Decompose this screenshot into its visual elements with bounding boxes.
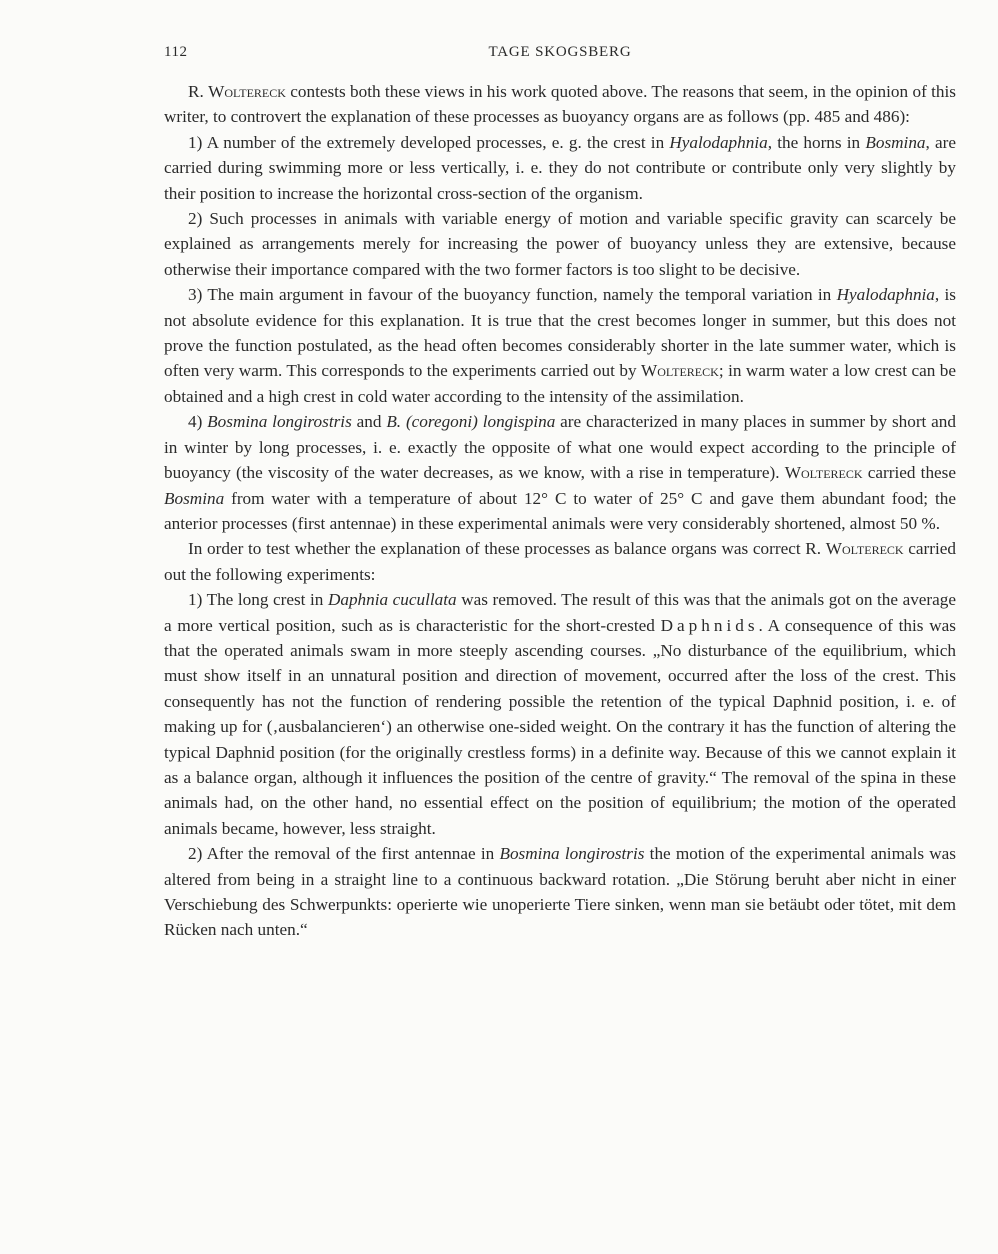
- text-run: 4): [188, 412, 208, 432]
- paragraph: [164, 282, 956, 409]
- paragraph: [164, 409, 956, 536]
- text-run: R.: [188, 82, 209, 101]
- author-name: Woltereck: [825, 539, 904, 559]
- italic-text: B. (coregoni) longispina: [386, 412, 556, 432]
- text-run: carried out the following experiments:: [164, 539, 956, 584]
- spaced-text: Daphnids: [660, 615, 759, 635]
- italic-text: Bosmina longirostris: [499, 844, 645, 864]
- italic-text: Bosmina: [164, 488, 225, 508]
- italic-text: Bosmina longirostris: [207, 412, 352, 432]
- paragraph: [164, 536, 956, 587]
- italic-text: Hyalodaphnia: [836, 285, 935, 305]
- text-run: ; in warm water a low crest can be obtained and a high crest in cold water according to the intensity of the assimilation.: [164, 361, 956, 406]
- text-run: 3) The main argument in favour of the buoyancy function, namely the temporal variation in: [188, 285, 837, 305]
- paragraph: [164, 130, 956, 206]
- text-run: the motion of the experimental animals was altered from being in a straight line to a continuous backward rotation. „Die Störung beruht aber nicht in einer Verschiebung des Schwerpunkts: operierte wie unoperierte Tiere sinken, wenn man sie betäubt oder tötet, mit dem Rücken nach unten.“: [164, 844, 956, 940]
- text-run: and: [351, 412, 387, 432]
- text-run: are characterized in many places in summer by short and in winter by long processes, i. e. exactly the opposite of what one would expect according to the principle of buoyancy (the viscosity of the water decreases, as we know, with a rise in temperature).: [164, 412, 956, 483]
- paragraph: [164, 587, 956, 841]
- paragraph: [164, 79, 956, 130]
- text-run: , the horns in: [767, 132, 866, 152]
- running-title: TAGE SKOGSBERG: [488, 44, 632, 60]
- page-number: 112: [164, 44, 188, 60]
- text-run: , is not absolute evidence for this explanation. It is true that the crest becomes longer in summer, but this does not prove the function postulated, as the head often becomes considerably shorter in the late summer water, which is often very warm. This corresponds to the experiments carried out by: [164, 285, 956, 381]
- text-run: 2) Such processes in animals with variable energy of motion and variable specific gravity can scarcely be explained as arrangements merely for increasing the power of buoyancy unless they are extensive, because otherwise their importance compared with the two former factors is too slight to be decisive.: [164, 209, 956, 279]
- text-run: from water with a temperature of about 12° C to water of 25° C and gave them abundant food; the anterior processes (first antennae) in these experimental animals were very considerably shortened, almost 50 %.: [164, 488, 956, 533]
- text-run: 1) The long crest in: [188, 590, 328, 610]
- text-run: was removed. The result of this was that the animals got on the average a more vertical position, such as is characteristic for the short-crested: [164, 590, 956, 635]
- text-run: In order to test whether the explanation of these processes as balance organs was correct R.: [188, 539, 826, 559]
- text-run: . A consequence of this was that the operated animals swam in more steeply ascending courses. „No disturbance of the equilibrium, which must show itself in an unnatural position and direction of movement, occurred after the loss of the crest. This consequently has not the function of rendering possible the retention of the typical Daphnid position, i. e. of making up for (‚ausbalancieren‘) an otherwise one-sided weight. On the contrary it has the function of altering the typical Daphnid position (for the originally crestless forms) in a definite way. Because of this we cannot explain it as a balance organ, although it influences the position of the centre of gravity.“ The removal of the spina in these animals had, on the other hand, no essential effect on the position of equilibrium; the motion of the operated animals became, however, less straight.: [164, 615, 956, 838]
- author-name: Woltereck: [784, 463, 863, 483]
- text-run: contests both these views in his work quoted above. The reasons that seem, in the opinion of this writer, to controvert the explanation of these processes as buoyancy organs are as follows (pp. 485 and 486):: [164, 82, 956, 127]
- author-name: Woltereck: [208, 82, 286, 101]
- page-header: [164, 44, 956, 66]
- text-run: carried these: [862, 463, 956, 483]
- paragraph: [164, 206, 956, 282]
- paragraph: [164, 841, 956, 943]
- author-name: Woltereck: [641, 361, 719, 381]
- text-run: , are carried during swimming more or less vertically, i. e. they do not contribute or contribute only very slightly by their position to increase the horizontal cross-section of the organism.: [164, 132, 956, 203]
- italic-text: Hyalodaphnia: [669, 132, 768, 152]
- text-run: 2) After the removal of the first antennae in: [188, 844, 500, 864]
- text-run: 1) A number of the extremely developed processes, e. g. the crest in: [188, 132, 670, 152]
- body-text: [164, 79, 956, 943]
- italic-text: Daphnia cucullata: [327, 590, 457, 610]
- italic-text: Bosmina: [865, 132, 926, 152]
